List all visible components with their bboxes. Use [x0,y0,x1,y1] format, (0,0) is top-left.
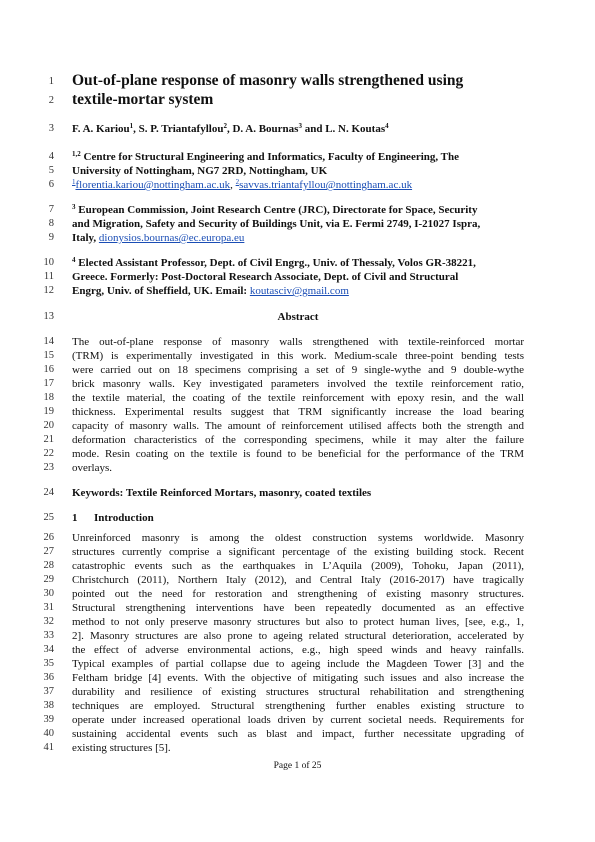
line-number: 39 [43,714,54,725]
line-number: 21 [43,434,54,445]
line-number: 17 [43,378,54,389]
email-separator: , [230,179,236,191]
line-number: 16 [43,364,54,375]
line-number: 26 [43,532,54,543]
line-number: 4 [48,151,54,162]
author-superscript: 2 [223,122,227,130]
keywords: Keywords: Textile Reinforced Mortars, masonry, coated textiles [72,487,372,499]
author-list [72,122,524,136]
section-number: 1 [72,512,78,524]
body-line: durability and resilience of existing structures structural rehabilitation and strengthening [72,686,524,698]
abstract-line: overlays. [72,462,113,474]
line-number: 33 [43,630,54,641]
affiliation-line: Greece. Formerly: Post-Doctoral Research Associate, Dept. of Civil and Structural [72,271,459,283]
paper-title-line-1: Out-of-plane response of masonry walls strengthened using [72,72,464,89]
line-number: 6 [48,179,54,190]
line-number: 11 [43,271,54,282]
affiliation-line [72,203,524,217]
author-superscript: 1 [129,122,134,130]
affiliation-text: Elected Assistant Professor, Dept. of Civil Engrg., Univ. of Thessaly, Volos GR-38221, [75,257,476,269]
paper-title-line-2: textile-mortar system [72,91,214,108]
body-line: Unreinforced masonry is among the oldest construction systems worldwide. Masonry [72,532,524,544]
line-number: 30 [43,588,54,599]
body-line: 2]. Masonry structures are also prone to ageing related structural deterioration, accelerated by [72,630,524,642]
email-link[interactable]: savvas.triantafyllou@nottingham.ac.uk [239,179,413,191]
line-number: 12 [43,285,54,296]
line-number: 23 [43,462,54,473]
line-number: 2 [48,95,54,106]
body-line: techniques are employed. Structural strengthening further enables existing structure to [72,700,524,712]
line-number: 36 [43,672,54,683]
section-title: Introduction [94,512,154,524]
body-line: Christchurch (2011), Northern Italy (2012), and Central Italy (2016-2017) have tragically [72,574,524,586]
line-number: 25 [43,512,54,523]
author-name: , D. A. Bournas [226,123,299,135]
email-link[interactable]: koutasciv@gmail.com [249,285,349,297]
line-number: 5 [48,165,54,176]
body-line: Typical examples of partial collapse due to ageing include the Magdeen Tower [3] and the [72,658,524,670]
line-number: 41 [43,742,54,753]
body-line: catastrophic events such as the earthquakes in L’Aquila (2009), Tohoku, Japan (2011), [72,560,524,572]
abstract-line: mode. Resin coating on the textile is found to be beneficial for the performance of the TRM [72,448,524,460]
author-name: , S. P. Triantafyllou [133,123,224,135]
line-number: 32 [43,616,54,627]
line-number: 31 [43,602,54,613]
affiliation-line [72,284,524,298]
email-link[interactable]: florentia.kariou@nottingham.ac.uk [75,179,231,191]
line-number: 8 [48,218,54,229]
body-line: operate under increased operational loads driven by current societal needs. Requirements for [72,714,524,726]
abstract-heading: Abstract [277,311,319,323]
line-number: 27 [43,546,54,557]
affiliation-line: University of Nottingham, NG7 2RD, Nottingham, UK [72,165,328,177]
line-number: 20 [43,420,54,431]
line-number: 40 [43,728,54,739]
author-name: and L. N. Koutas [301,123,386,135]
line-number: 34 [43,644,54,655]
line-number: 22 [43,448,54,459]
body-line: pointed out the need for restoration and strengthening of existing masonry structures. [72,588,524,600]
line-number: 28 [43,560,54,571]
affiliation-emails [72,178,524,192]
affiliation-text: European Commission, Joint Research Centre (JRC), Directorate for Space, Security [75,204,478,216]
line-number: 7 [48,204,54,215]
line-number: 37 [43,686,54,697]
author-superscript: 3 [298,122,302,130]
affiliation-superscript: 4 [72,256,76,264]
line-number: 9 [48,232,54,243]
abstract-line: capacity of masonry walls. The amount of reinforcement utilised affects both the strength and [72,420,524,432]
line-number: 3 [48,123,54,134]
email-superscript: 1 [72,178,76,186]
page-footer: Page 1 of 25 [273,761,322,771]
affiliation-line: and Migration, Safety and Security of Buildings Unit, via E. Fermi 2749, I-21027 Ispra, [72,218,481,230]
line-number: 10 [43,257,54,268]
abstract-line: (TRM) is experimentally investigated in this work. Medium-scale three-point bending tests [72,350,524,362]
line-number: 15 [43,350,54,361]
line-number: 1 [48,76,54,87]
abstract-line: thickness. Experimental results suggest that TRM significantly increase the load bearing [72,406,524,418]
body-line: Feltham bridge [4] events. With the objective of mitigating such issues and also increase the [72,672,524,684]
affiliation-text: Italy, [72,232,99,244]
affiliation-text: Centre for Structural Engineering and Informatics, Faculty of Engineering, The [80,151,460,163]
affiliation-line [72,150,524,164]
affiliation-line [72,256,524,270]
body-line: structures currently comprise a significant percentage of the existing building stock. Recent [72,546,524,558]
line-number: 19 [43,406,54,417]
author-superscript: 4 [385,122,389,130]
abstract-line: brick masonry walls. Key investigated parameters involved the textile reinforcement ratio, [72,378,524,390]
author-name: F. A. Kariou [72,123,130,135]
section-heading [72,511,524,525]
email-superscript: 2 [235,178,240,186]
affiliation-text: Engrg, Univ. of Sheffield, UK. Email: [72,285,250,297]
line-number: 14 [43,336,54,347]
affiliation-line [72,231,524,245]
body-line: method to not only preserve masonry structures but also to protect human lives, [see, e.g., 1, [72,616,524,628]
body-line: Structural strengthening interventions have been repeatedly documented as an effective [72,602,524,614]
line-number: 29 [43,574,54,585]
line-number: 18 [43,392,54,403]
affiliation-superscript: 3 [72,203,76,211]
body-line: sustaining accidental events such as blast and impact, further necessitate upgrading of [72,728,524,740]
body-line: the effect of adverse environmental actions, e.g., high speed winds and heavy rainfalls. [72,644,524,656]
line-number: 35 [43,658,54,669]
abstract-line: deformation characteristics of the corresponding specimens, while it may alter the failure [72,434,524,446]
line-number: 13 [43,311,54,322]
affiliation-superscript: 1,2 [72,150,81,158]
abstract-line: the textile material, the coating of the textile reinforcement with epoxy resin, and the wall [72,392,524,404]
email-link[interactable]: dionysios.bournas@ec.europa.eu [98,232,245,244]
line-number: 24 [43,487,54,498]
abstract-line: were carried out on 18 specimens comprising a set of 9 single-wythe and 9 double-wythe [72,364,524,376]
body-line: existing structures [5]. [72,742,171,754]
line-number: 38 [43,700,54,711]
abstract-line: The out-of-plane response of masonry walls strengthened with textile-reinforced mortar [72,336,524,348]
